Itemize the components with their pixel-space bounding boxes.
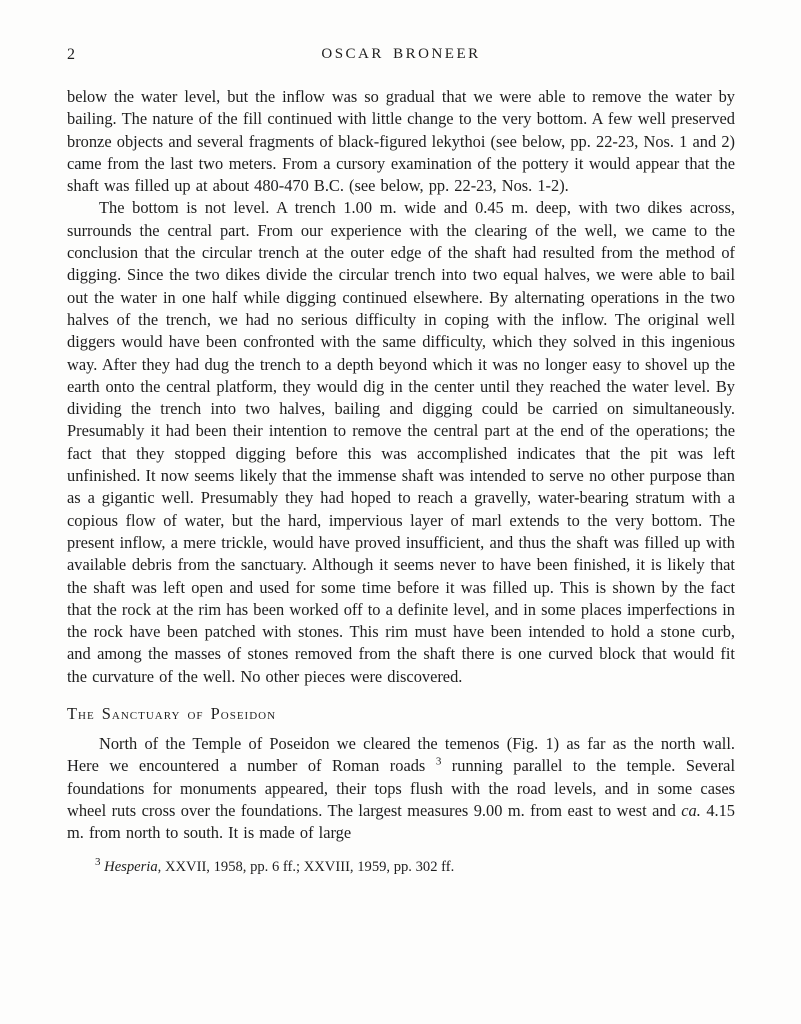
- paragraph-temenos-text-1: North of the Temple of Poseidon we cleared the temenos (Fig. 1) as far as the north wall. Here we encountered a number of Roman roads: [67, 734, 735, 776]
- paragraph-bottom-trench: The bottom is not level. A trench 1.00 m. wide and 0.45 m. deep, with two dikes across, surrounds the central part. From our experience with the clearing of the well, we came to the conclusion that the circular trench at the outer edge of the shaft had resulted from the method of digging. Since the two dikes divide the circular trench into two equal halves, we were able to bail out the water in one half while digging continued elsewhere. By alternating operations in the two halves of the trench, we had no serious difficulty in coping with the inflow. The original well diggers would have been confronted with the same difficulty, which they solved in this ingenious way. After they had dug the trench to a depth beyond which it was no longer easy to shovel up the earth onto the central platform, they would dig in the center until they reached the water level. By dividing the trench into two halves, bailing and digging could be carried on simultaneously. Presumably it had been their intention to remove the central part at the end of the operations; the fact that they stopped digging before this was accomplished indicates that the pit was left unfinished. It now seems likely that the immense shaft was intended to serve no other purpose than as a gigantic well. Presumably they had hoped to reach a gravelly, water-bearing stratum with a copious flow of water, but the hard, impervious layer of marl extends to the very bottom. The present inflow, a mere trickle, would have proved insufficient, and thus the shaft was filled up with available debris from the sanctuary. Although it seems never to have been finished, it is likely that the shaft was left open and used for some time before it was filled up. This is shown by the fact that the rock at the rim has been worked off to a definite level, and in some places imperfections in the rock have been patched with stones. This rim must have been intended to hold a stone curb, and among the masses of stones removed from the shaft there is one curved block that would fit the curvature of the well. No other pieces were discovered.: [67, 198, 735, 686]
- paragraph-temenos-italic-ca: ca.: [681, 800, 701, 820]
- section-heading-sanctuary-of-poseidon: The Sanctuary of Poseidon: [67, 704, 277, 724]
- footnote-3: [67, 855, 735, 877]
- footnote-italic-hesperia: Hesperia: [104, 858, 158, 875]
- paragraph-temenos-text-2: running parallel to the temple. Several foundations for monuments appeared, their tops flush with the road levels, and in some cases wheel ruts cross over the foundations. The largest measures 9.00 m. from east to west and: [67, 756, 735, 820]
- page-header: [67, 46, 735, 68]
- running-head: OSCAR BRONEER: [321, 46, 481, 62]
- paragraph-temenos-text-3: 4.15 m. from north to south. It is made of large: [67, 800, 736, 843]
- footnote-marker: 3: [95, 855, 101, 868]
- paragraph-temenos: [67, 733, 735, 844]
- article-body: [67, 86, 735, 845]
- page-number: 2: [67, 46, 75, 63]
- footnote-reference-3: 3: [435, 755, 442, 768]
- paragraph-continuation: below the water level, but the inflow was so gradual that we were able to remove the water by bailing. The nature of the fill continued with little change to the very bottom. A few well preserved bronze objects and several fragments of black-figured lekythoi (see below, pp. 22-23, Nos. 1 and 2) came from the last two meters. From a cursory examination of the pottery it would appear that the shaft was filled up at about 480-470 B.C. (see below, pp. 22-23, Nos. 1-2).: [67, 87, 735, 196]
- footnote-citation-text: , XXVII, 1958, pp. 6 ff.; XXVIII, 1959, pp. 302 ff.: [157, 858, 455, 875]
